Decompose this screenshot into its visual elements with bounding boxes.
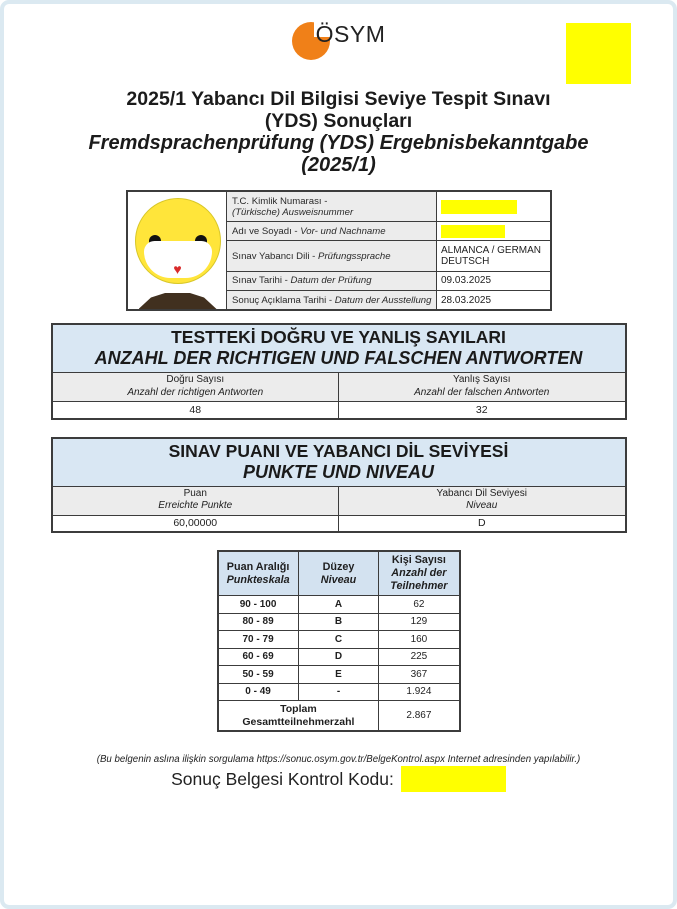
correct-count-header: Doğru Sayısı Anzahl der richtigen Antworten [52, 373, 339, 402]
row-label: Sonuç Açıklama Tarihi - Datum der Ausstellung [227, 291, 437, 310]
level-header: Yabancı Dil Seviyesi Niveau [339, 486, 626, 515]
row-label: Sınav Yabancı Dili - Prüfungssprache [227, 241, 437, 272]
name-redaction-box [441, 225, 505, 238]
applicant-info-table [126, 190, 552, 311]
title-line-4: (2025/1) [301, 154, 376, 176]
score-distribution-table [217, 550, 461, 732]
wrong-count-header: Yanlış Sayısı Anzahl der falschen Antworten [339, 373, 626, 402]
section-title-tr: TESTTEKİ DOĞRU VE YANLIŞ SAYILARI [171, 327, 506, 347]
section-title-de: ANZAHL DER RICHTIGEN UND FALSCHEN ANTWORTEN [94, 348, 583, 368]
photo-cell [127, 191, 227, 310]
distribution-row: 80 - 89 B 129 [218, 613, 460, 631]
section-title-de: PUNKTE UND NIVEAU [242, 461, 434, 482]
total-label: Toplam Gesamtteilnehmerzahl [218, 701, 379, 732]
row-value: ALMANCA / GERMAN DEUTSCH [437, 241, 551, 272]
total-count-value: 2.867 [379, 701, 460, 732]
photo-placeholder [128, 192, 228, 309]
section-header [52, 438, 626, 487]
distribution-row: 50 - 59 E 367 [218, 666, 460, 684]
distribution-row: 0 - 49 - 1.924 [218, 683, 460, 701]
row-label: T.C. Kimlik Numarası - (Türkische) Ausweisnummer [227, 191, 437, 222]
distribution-row: 70 - 79 C 160 [218, 631, 460, 649]
top-right-redaction-box [566, 23, 631, 84]
score-level-table [51, 437, 627, 534]
score-header: Puan Erreichte Punkte [52, 486, 339, 515]
distribution-total-row [218, 701, 460, 732]
section-header [52, 324, 626, 373]
control-code-label: Sonuç Belgesi Kontrol Kodu: [171, 768, 394, 789]
level-value: D [339, 515, 626, 532]
row-label: Adı ve Soyadı - Vor- und Nachname [227, 222, 437, 241]
title-line-2: (YDS) Sonuçları [264, 110, 413, 132]
correct-count-value: 48 [52, 402, 339, 419]
smiley-face-icon [135, 198, 221, 284]
osym-logo-text: ÖSYM [315, 21, 386, 47]
range-column-header: Puan Aralığı Punkteskala [218, 551, 299, 596]
document-title [4, 88, 673, 176]
control-code-redaction-box [401, 766, 506, 792]
row-value [437, 222, 551, 241]
row-value [437, 191, 551, 222]
info-row-id-number [127, 191, 551, 222]
shoulders-silhouette [139, 293, 217, 309]
control-code-row [4, 766, 673, 792]
wrong-count-value: 32 [339, 402, 626, 419]
distribution-row: 60 - 69 D 225 [218, 648, 460, 666]
correct-wrong-table [51, 323, 627, 420]
row-value: 28.03.2025 [437, 291, 551, 310]
section-title-tr: SINAV PUANI VE YABANCI DİL SEVİYESİ [168, 440, 509, 461]
verification-note: (Bu belgenin aslına ilişkin sorgulama https://sonuc.osym.gov.tr/BelgeKontrol.aspx Internet adresinden yapılabilir.) [96, 754, 581, 765]
id-number-redaction-box [441, 200, 517, 214]
count-column-header: Kişi Sayısı Anzahl der Teilnehmer [379, 551, 460, 596]
distribution-row: 90 - 100 A 62 [218, 596, 460, 614]
title-line-1: 2025/1 Yabancı Dil Bilgisi Seviye Tespit Sınavı [126, 88, 551, 110]
title-line-3: Fremdsprachenprüfung (YDS) Ergebnisbekanntgabe [88, 132, 589, 154]
level-column-header: Düzey Niveau [298, 551, 379, 596]
row-label: Sınav Tarihi - Datum der Prüfung [227, 271, 437, 290]
heart-icon: ♥ [173, 261, 182, 277]
score-value: 60,00000 [52, 515, 339, 532]
row-value: 09.03.2025 [437, 271, 551, 290]
